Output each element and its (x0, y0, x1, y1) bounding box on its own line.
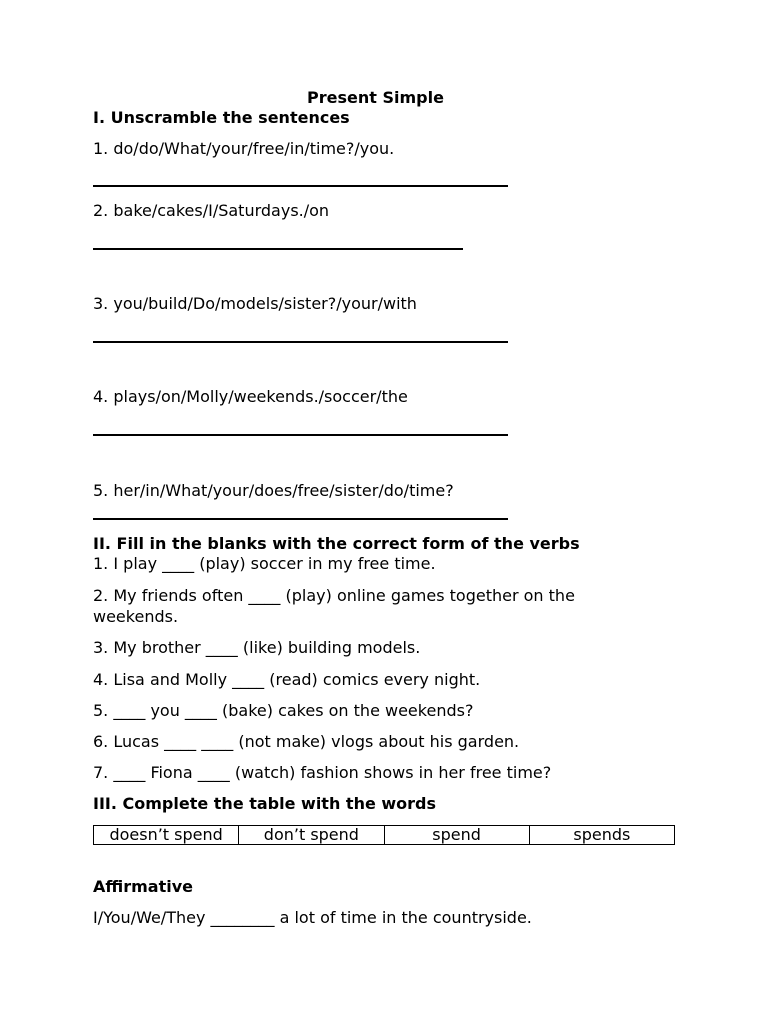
unscramble-item-1: 1. do/do/What/your/free/in/time?/you. (93, 139, 395, 158)
fill-item-2-continued: weekends. (93, 607, 179, 626)
unscramble-item-5: 5. her/in/What/your/does/free/sister/do/time? (93, 481, 454, 500)
section3-heading: III. Complete the table with the words (93, 794, 437, 813)
affirmative-heading: Affirmative (93, 877, 193, 896)
unscramble-item-2: 2. bake/cakes/I/Saturdays./on (93, 201, 330, 220)
fill-item-2: 2. My friends often ____ (play) online games together on the (93, 586, 575, 605)
fill-item-7: 7. ____ Fiona ____ (watch) fashion shows in her free time? (93, 763, 552, 782)
section1-heading: I. Unscramble the sentences (93, 108, 350, 127)
word-cell-doesnt-spend: doesn’t spend (94, 826, 239, 844)
unscramble-item-4: 4. plays/on/Molly/weekends./soccer/the (93, 387, 408, 406)
page-title: Present Simple (307, 88, 444, 107)
fill-item-5: 5. ____ you ____ (bake) cakes on the weekends? (93, 701, 474, 720)
answer-line-4 (93, 434, 508, 436)
answer-line-2 (93, 248, 463, 250)
word-table (93, 825, 675, 845)
word-cell-dont-spend: don’t spend (239, 826, 384, 844)
answer-line-5 (93, 518, 508, 520)
affirmative-sentence: I/You/We/They ________ a lot of time in the countryside. (93, 908, 532, 927)
answer-line-1 (93, 185, 508, 187)
fill-item-4: 4. Lisa and Molly ____ (read) comics every night. (93, 670, 481, 689)
answer-line-3 (93, 341, 508, 343)
unscramble-item-3: 3. you/build/Do/models/sister?/your/with (93, 294, 417, 313)
fill-item-6: 6. Lucas ____ ____ (not make) vlogs about his garden. (93, 732, 520, 751)
word-cell-spend: spend (385, 826, 530, 844)
fill-item-3: 3. My brother ____ (like) building models. (93, 638, 421, 657)
section2-heading: II. Fill in the blanks with the correct form of the verbs (93, 534, 580, 553)
word-cell-spends: spends (573, 825, 631, 844)
fill-item-1: 1. I play ____ (play) soccer in my free time. (93, 554, 436, 573)
